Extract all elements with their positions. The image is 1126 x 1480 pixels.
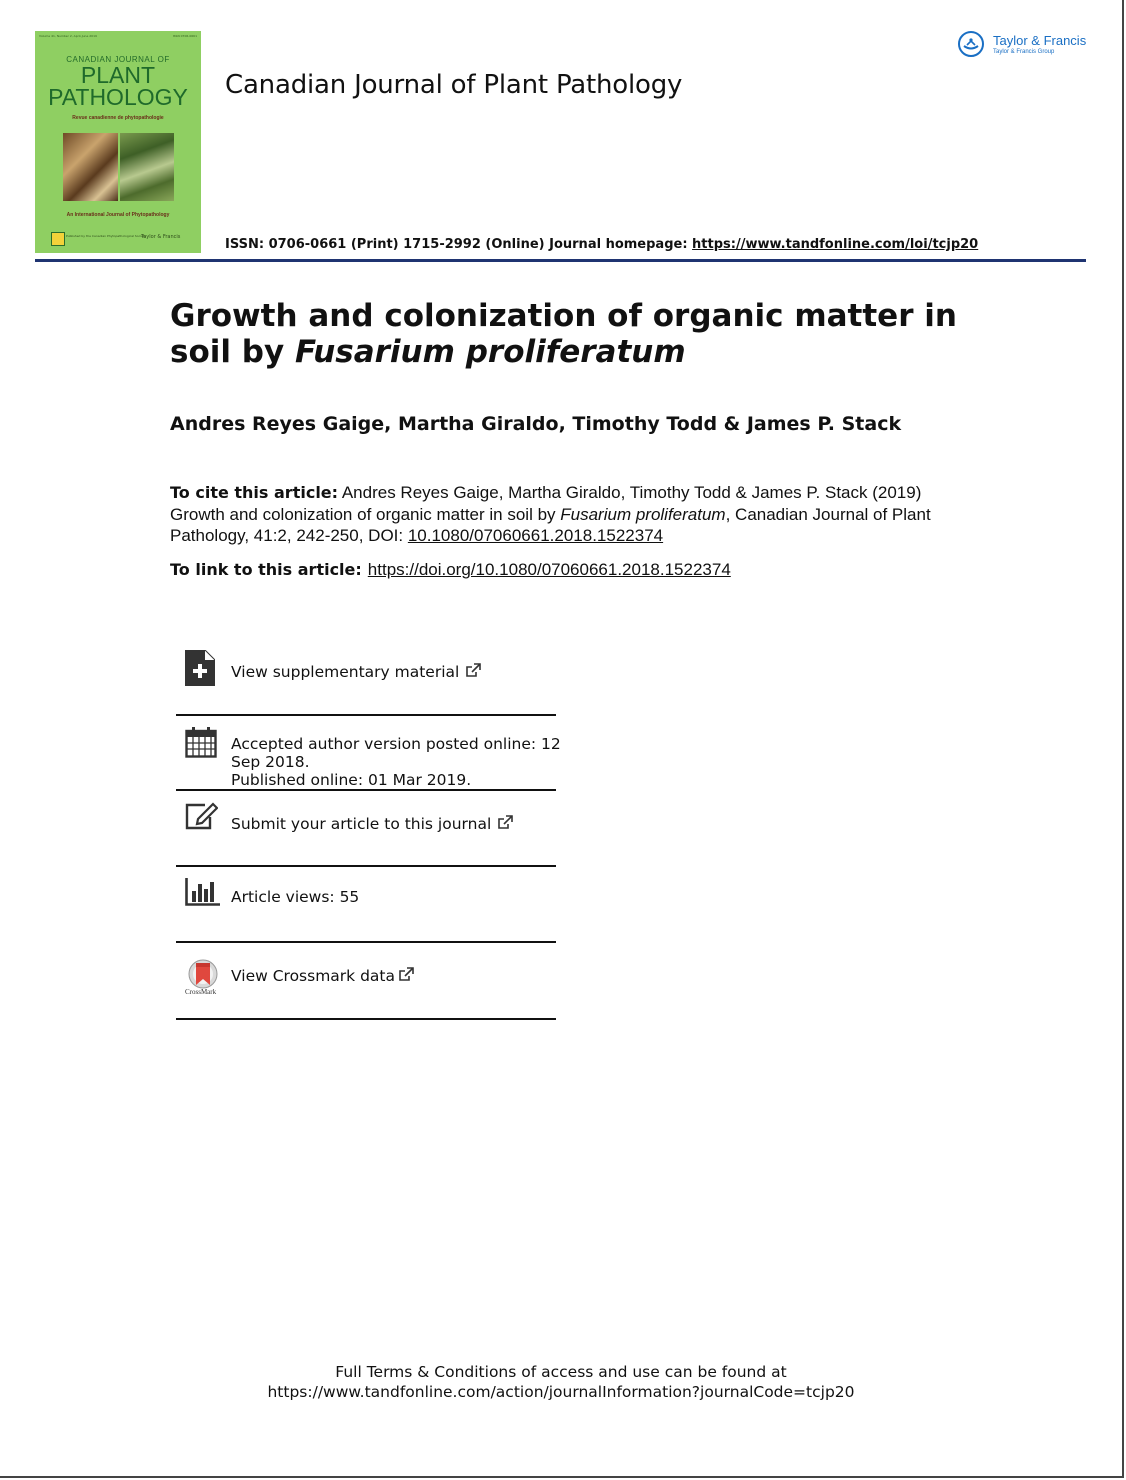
article-link-label: To link to this article: — [170, 560, 362, 579]
society-logo-icon — [51, 232, 65, 246]
article-title-species: Fusarium proliferatum — [294, 334, 686, 370]
article-authors: Andres Reyes Gaige, Martha Giraldo, Timothy Todd & James P. Stack — [170, 413, 902, 435]
publisher-name: Taylor & Francis — [993, 33, 1087, 48]
terms-url[interactable]: https://www.tandfonline.com/action/journalInformation?journalCode=tcjp20 — [267, 1383, 855, 1401]
article-link-line — [170, 560, 731, 580]
submit-article-label: Submit your article to this journal — [231, 815, 492, 833]
accepted-date-line2: Sep 2018. — [231, 753, 310, 771]
edit-icon — [185, 802, 218, 830]
cover-journal-line1: CANADIAN JOURNAL OF — [66, 55, 170, 64]
crossmark-item[interactable] — [176, 943, 556, 1021]
article-views: Article views: 55 — [231, 888, 360, 906]
external-link-icon — [398, 967, 414, 982]
article-title-main: Growth and colonization of organic matter in soil by — [170, 298, 957, 370]
publication-dates-item — [176, 716, 561, 792]
citation-text-2: , Canadian Journal of Plant Pathology, 41:2, 242-250, DOI: — [170, 504, 931, 545]
journal-cover-image[interactable] — [35, 31, 201, 253]
publisher-logo[interactable] — [958, 31, 1090, 65]
issn-text: ISSN: 0706-0661 (Print) 1715-2992 (Online) Journal homepage: — [225, 237, 693, 252]
calendar-icon — [185, 726, 217, 758]
supplementary-link[interactable] — [231, 663, 481, 681]
journal-title: Canadian Journal of Plant Pathology — [225, 70, 683, 100]
citation-block — [170, 482, 960, 547]
published-date: Published online: 01 Mar 2019. — [231, 771, 472, 789]
publisher-group: Taylor & Francis Group — [993, 49, 1055, 55]
external-link-icon — [497, 815, 513, 830]
issn-line — [225, 237, 978, 252]
cover-journal-line3: PATHOLOGY — [48, 84, 188, 110]
cover-international-text: An International Journal of Phytopathology — [66, 212, 170, 218]
cover-subtitle: Revue canadienne de phytopathologie — [72, 115, 164, 121]
crossmark-icon-label: CrossMark — [185, 988, 217, 996]
article-title — [170, 298, 990, 370]
article-doi-url-link[interactable]: https://doi.org/10.1080/07060661.2018.1522374 — [367, 560, 731, 579]
divider — [176, 1018, 556, 1020]
publication-dates — [231, 735, 561, 789]
supplementary-label: View supplementary material — [231, 663, 460, 681]
citation-text-1: Andres Reyes Gaige, Martha Giraldo, Timothy Todd & James P. Stack (2019) Growth and colonization of organic matter in soil by — [170, 483, 922, 524]
citation-doi-link[interactable]: 10.1080/07060661.2018.1522374 — [407, 526, 664, 545]
crossmark-label: View Crossmark data — [231, 967, 395, 985]
cover-society-text: Published by the Canadian Phytopathological Society — [66, 234, 146, 238]
submit-article-link[interactable] — [231, 815, 513, 833]
crossmark-icon — [188, 959, 218, 989]
citation-label: To cite this article: — [170, 483, 339, 502]
article-views-item — [176, 867, 556, 944]
external-link-icon — [465, 663, 481, 678]
crossmark-link[interactable] — [231, 967, 414, 985]
journal-homepage-link[interactable]: https://www.tandfonline.com/loi/tcjp20 — [692, 237, 979, 252]
cover-journal-line2: PLANT PATHOLOGY — [48, 62, 188, 110]
publisher-logo-icon — [958, 31, 984, 57]
terms-line1: Full Terms & Conditions of access and use can be found at — [335, 1363, 787, 1381]
cover-photo-left — [63, 133, 118, 201]
file-plus-icon — [185, 650, 215, 686]
cover-publisher-text: Taylor & Francis — [141, 234, 181, 240]
cover-issn-text: ISSN 0706-0661 — [172, 34, 197, 38]
submit-article-item[interactable] — [176, 791, 556, 868]
accepted-date-line1: Accepted author version posted online: 12 — [231, 735, 561, 753]
header-rule — [35, 259, 1086, 262]
cover-photo-right — [120, 133, 174, 201]
terms-footer — [0, 1362, 1122, 1402]
bar-chart-icon — [185, 878, 220, 906]
cover-issue-text: Volume 41, Number 2, April-June 2019 — [39, 34, 97, 38]
citation-species: Fusarium proliferatum — [560, 504, 726, 524]
supplementary-item[interactable] — [176, 648, 556, 716]
